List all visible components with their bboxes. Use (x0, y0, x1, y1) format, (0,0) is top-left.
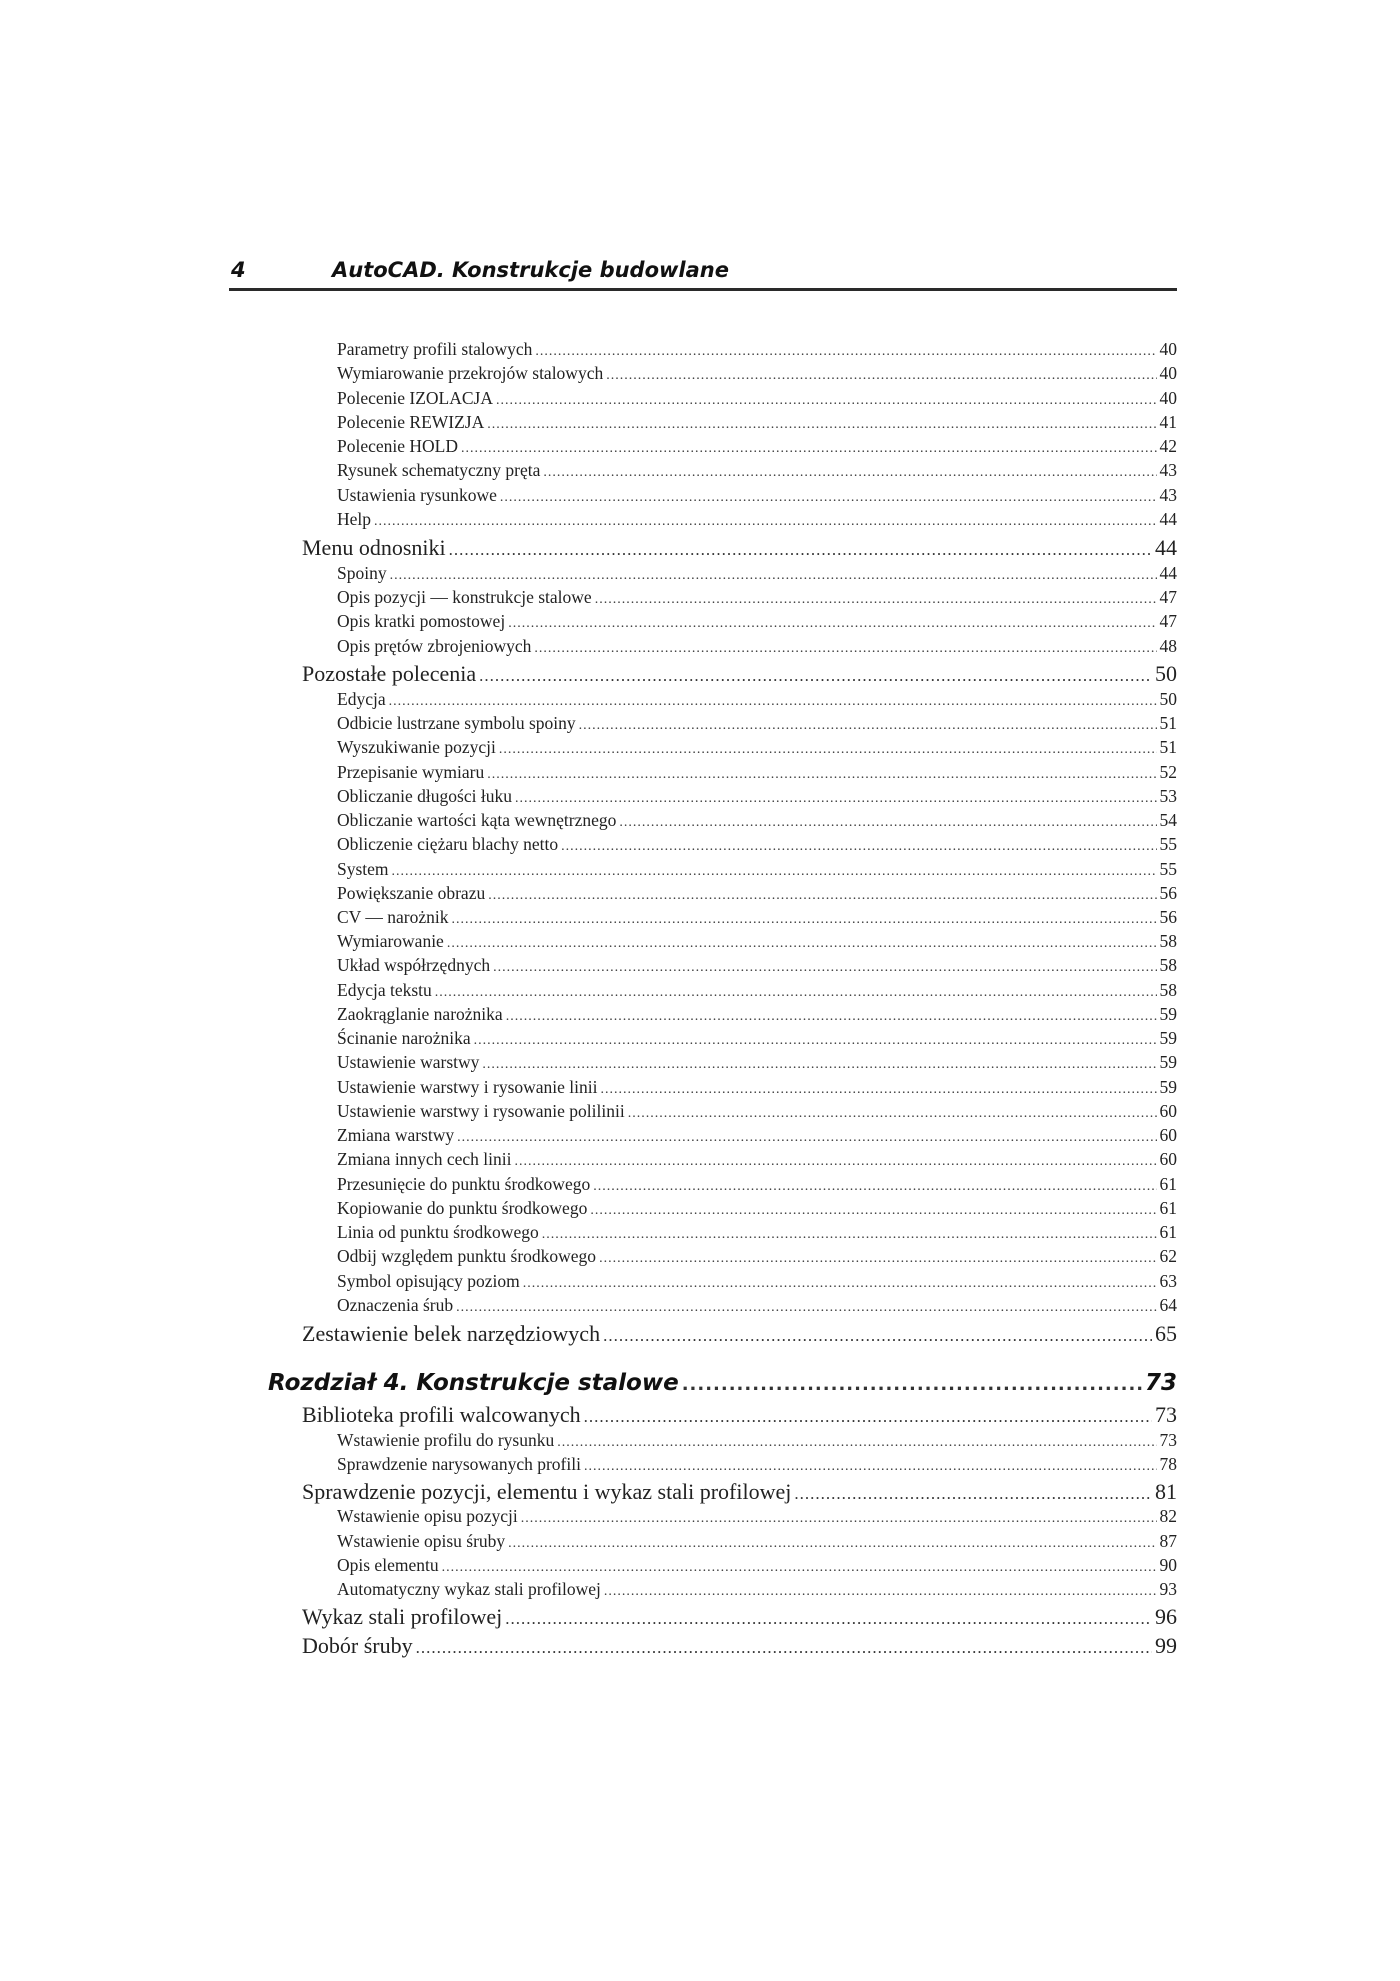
toc-entry-title: Parametry profili stalowych (337, 339, 533, 359)
dot-leader (496, 393, 1156, 409)
toc-page-number: 47 (1159, 587, 1177, 607)
dot-leader (584, 1407, 1152, 1427)
toc-subsection (337, 587, 1177, 611)
header-rule (229, 288, 1177, 291)
toc-subsection (337, 485, 1177, 509)
toc-entry-title: Opis prętów zbrojeniowych (337, 636, 532, 656)
toc-page-number: 59 (1159, 1028, 1177, 1048)
toc-page-number: 51 (1159, 737, 1177, 757)
toc-page-number: 47 (1159, 611, 1177, 631)
toc-entry-title: Wymiarowanie (337, 931, 444, 951)
dot-leader (794, 1484, 1152, 1504)
dot-leader (593, 1179, 1156, 1195)
toc-page-number: 40 (1159, 363, 1177, 383)
toc-subsection (337, 1149, 1177, 1173)
toc-subsection (337, 611, 1177, 635)
toc-subsection (337, 907, 1177, 931)
toc-page-number: 61 (1159, 1222, 1177, 1242)
toc-subsection (337, 1271, 1177, 1295)
toc-page-number: 52 (1159, 762, 1177, 782)
dot-leader (535, 344, 1156, 360)
dot-leader (505, 1609, 1152, 1629)
toc-page-number: 55 (1159, 859, 1177, 879)
toc-subsection (337, 689, 1177, 713)
dot-leader (590, 1203, 1156, 1219)
toc-subsection (337, 1430, 1177, 1454)
toc-page-number: 50 (1159, 689, 1177, 709)
toc-entry-title: Ustawienie warstwy i rysowanie polilinii (337, 1101, 625, 1121)
toc-subsection (337, 1531, 1177, 1555)
toc-page-number: 96 (1155, 1604, 1177, 1629)
toc-subsection (337, 737, 1177, 761)
toc-entry-title: Powiększanie obrazu (337, 883, 486, 903)
dot-leader (447, 936, 1157, 952)
toc-entry-title: Wstawienie opisu pozycji (337, 1506, 518, 1526)
toc-entry-title: Dobór śruby (302, 1633, 413, 1658)
dot-leader (579, 718, 1157, 734)
dot-leader (435, 985, 1157, 1001)
page-number: 4 (231, 258, 246, 282)
dot-leader (561, 839, 1156, 855)
toc-page-number: 55 (1159, 834, 1177, 854)
toc-page-number: 60 (1159, 1149, 1177, 1169)
toc-page-number: 53 (1159, 786, 1177, 806)
toc-subsection (337, 1295, 1177, 1319)
dot-leader (456, 1300, 1156, 1316)
toc-page-number: 48 (1159, 636, 1177, 656)
toc-subsection (337, 1198, 1177, 1222)
running-header (229, 254, 1177, 290)
toc-page-number: 54 (1159, 810, 1177, 830)
toc-page-number: 65 (1155, 1321, 1177, 1346)
toc-subsection (337, 1174, 1177, 1198)
toc-entry-title: Opis pozycji — konstrukcje stalowe (337, 587, 592, 607)
toc-page-number: 59 (1159, 1052, 1177, 1072)
toc-page-number: 59 (1159, 1004, 1177, 1024)
toc-subsection (337, 1246, 1177, 1270)
toc-subsection (337, 1125, 1177, 1149)
toc-subsection (337, 786, 1177, 810)
toc-entry-title: Obliczenie ciężaru blachy netto (337, 834, 559, 854)
dot-leader (479, 666, 1152, 686)
toc-subsection (337, 931, 1177, 955)
dot-leader (442, 1560, 1157, 1576)
toc-subsection (337, 1454, 1177, 1478)
toc-entry-title: Przesunięcie do punktu środkowego (337, 1174, 591, 1194)
toc-subsection (337, 713, 1177, 737)
toc-entry-title: Edycja (337, 689, 386, 709)
toc-section (302, 1479, 1177, 1507)
dot-leader (515, 791, 1157, 807)
dot-leader (603, 1326, 1152, 1346)
toc-subsection (337, 1101, 1177, 1125)
toc-subsection (337, 1555, 1177, 1579)
toc-page-number: 42 (1159, 436, 1177, 456)
toc-page-number: 44 (1159, 563, 1177, 583)
toc-page-number: 44 (1155, 535, 1177, 560)
toc-subsection (337, 1028, 1177, 1052)
dot-leader (488, 888, 1156, 904)
toc-subsection (337, 1506, 1177, 1530)
toc-page-number: 81 (1155, 1479, 1177, 1504)
dot-leader (619, 815, 1156, 831)
toc-page-number: 58 (1159, 980, 1177, 1000)
toc-subsection (337, 762, 1177, 786)
toc-subsection (337, 980, 1177, 1004)
toc-subsection (337, 1222, 1177, 1246)
toc-page-number: 44 (1159, 509, 1177, 529)
toc-page-number: 63 (1159, 1271, 1177, 1291)
toc-entry-title: Wykaz stali profilowej (302, 1604, 503, 1629)
toc-page-number: 73 (1159, 1430, 1177, 1450)
dot-leader (557, 1435, 1156, 1451)
toc-page-number: 93 (1159, 1579, 1177, 1599)
toc-entry-title: Odbicie lustrzane symbolu spoiny (337, 713, 576, 733)
toc-subsection (337, 436, 1177, 460)
toc-subsection (337, 460, 1177, 484)
dot-leader (389, 694, 1157, 710)
toc-page-number: 58 (1159, 931, 1177, 951)
toc-page-number: 51 (1159, 713, 1177, 733)
toc-entry-title: Ustawienie warstwy i rysowanie linii (337, 1077, 598, 1097)
dot-leader (534, 641, 1156, 657)
toc-entry-title: Opis elementu (337, 1555, 439, 1575)
dot-leader (500, 490, 1157, 506)
dot-leader (601, 1082, 1157, 1098)
toc-entry-title: Automatyczny wykaz stali profilowej (337, 1579, 601, 1599)
toc-entry-title: Zestawienie belek narzędziowych (302, 1321, 601, 1346)
toc-entry-title: Spoiny (337, 563, 387, 583)
dot-leader (628, 1106, 1157, 1122)
dot-leader (374, 514, 1156, 530)
toc-page-number: 40 (1159, 388, 1177, 408)
toc-subsection (337, 883, 1177, 907)
toc-entry-title: Wstawienie opisu śruby (337, 1531, 506, 1551)
toc-entry-title: Zmiana innych cech linii (337, 1149, 512, 1169)
toc-entry-title: Wymiarowanie przekrojów stalowych (337, 363, 604, 383)
toc-subsection (337, 1004, 1177, 1028)
dot-leader (457, 1130, 1156, 1146)
dot-leader (461, 441, 1156, 457)
toc-page-number: 43 (1159, 460, 1177, 480)
toc-page-number: 56 (1159, 883, 1177, 903)
toc-chapter (268, 1370, 1177, 1400)
toc-subsection (337, 412, 1177, 436)
toc-page-number: 90 (1159, 1555, 1177, 1575)
toc-section (302, 535, 1177, 563)
dot-leader (508, 1536, 1156, 1552)
toc-page-number: 64 (1159, 1295, 1177, 1315)
toc-subsection (337, 563, 1177, 587)
dot-leader (416, 1638, 1152, 1658)
toc-entry-title: Zaokrąglanie narożnika (337, 1004, 503, 1024)
toc-entry-title: Help (337, 509, 372, 529)
toc-section (302, 661, 1177, 689)
toc-entry-title: Menu odnosniki (302, 535, 446, 560)
toc-subsection (337, 859, 1177, 883)
toc-entry-title: Biblioteka profili walcowanych (302, 1402, 581, 1427)
toc-entry-title: Sprawdzenie narysowanych profili (337, 1454, 581, 1474)
toc-subsection (337, 509, 1177, 533)
toc-page-number: 59 (1159, 1077, 1177, 1097)
toc-page-number: 82 (1159, 1506, 1177, 1526)
toc-entry-title: CV — narożnik (337, 907, 449, 927)
toc-entry-title: Kopiowanie do punktu środkowego (337, 1198, 588, 1218)
toc-entry-title: Rysunek schematyczny pręta (337, 460, 541, 480)
toc-page-number: 61 (1159, 1174, 1177, 1194)
toc-entry-title: Sprawdzenie pozycji, elementu i wykaz stali profilowej (302, 1479, 792, 1504)
toc-subsection (337, 339, 1177, 363)
toc-entry-title: Odbij względem punktu środkowego (337, 1246, 597, 1266)
toc-page-number: 61 (1159, 1198, 1177, 1218)
toc-entry-title: Ustawienie warstwy (337, 1052, 480, 1072)
toc-entry-title: Ustawienia rysunkowe (337, 485, 497, 505)
toc-section (302, 1604, 1177, 1632)
toc-entry-title: Polecenie IZOLACJA (337, 388, 494, 408)
toc-section (302, 1402, 1177, 1430)
dot-leader (606, 368, 1156, 384)
toc-page-number: 78 (1159, 1454, 1177, 1474)
toc-subsection (337, 363, 1177, 387)
dot-leader (682, 1374, 1142, 1395)
toc-entry-title: Zmiana warstwy (337, 1125, 455, 1145)
toc-entry-title: Pozostałe polecenia (302, 661, 477, 686)
toc-page-number: 87 (1159, 1531, 1177, 1551)
toc-entry-title: Edycja tekstu (337, 980, 432, 1000)
toc-entry-title: Linia od punktu środkowego (337, 1222, 539, 1242)
dot-leader (390, 568, 1157, 584)
toc-page-number: 60 (1159, 1101, 1177, 1121)
dot-leader (584, 1459, 1157, 1475)
toc-subsection (337, 1052, 1177, 1076)
toc-page-number: 58 (1159, 955, 1177, 975)
toc-entry-title: Symbol opisujący poziom (337, 1271, 520, 1291)
toc-entry-title: Obliczanie wartości kąta wewnętrznego (337, 810, 617, 830)
dot-leader (487, 417, 1156, 433)
dot-leader (499, 742, 1157, 758)
toc-entry-title: Oznaczenia śrub (337, 1295, 454, 1315)
toc-entry-title: Przepisanie wymiaru (337, 762, 485, 782)
dot-leader (542, 1227, 1157, 1243)
toc-section (302, 1633, 1177, 1661)
toc-page-number: 62 (1159, 1246, 1177, 1266)
dot-leader (543, 465, 1156, 481)
toc-entry-title: Wstawienie profilu do rysunku (337, 1430, 555, 1450)
toc-page-number: 73 (1144, 1370, 1177, 1396)
dot-leader (474, 1033, 1157, 1049)
toc-subsection (337, 1579, 1177, 1603)
toc-section (302, 1321, 1177, 1349)
running-title: AutoCAD. Konstrukcje budowlane (332, 258, 729, 282)
toc-entry-title: System (337, 859, 389, 879)
toc-page-number: 40 (1159, 339, 1177, 359)
toc-subsection (337, 955, 1177, 979)
toc-page-number: 41 (1159, 412, 1177, 432)
dot-leader (451, 912, 1156, 928)
dot-leader (487, 767, 1156, 783)
toc-entry-title: Polecenie REWIZJA (337, 412, 485, 432)
toc-subsection (337, 834, 1177, 858)
dot-leader (493, 960, 1156, 976)
toc-entry-title: Obliczanie długości łuku (337, 786, 512, 806)
toc-page-number: 56 (1159, 907, 1177, 927)
toc-page-number: 60 (1159, 1125, 1177, 1145)
dot-leader (595, 592, 1157, 608)
toc-page-number: 73 (1155, 1402, 1177, 1427)
toc-subsection (337, 388, 1177, 412)
dot-leader (482, 1057, 1156, 1073)
dot-leader (392, 864, 1157, 880)
toc-entry-title: Ścinanie narożnika (337, 1028, 471, 1048)
toc-page-number: 50 (1155, 661, 1177, 686)
toc-entry-title: Wyszukiwanie pozycji (337, 737, 496, 757)
toc-subsection (337, 636, 1177, 660)
dot-leader (508, 616, 1156, 632)
dot-leader (506, 1009, 1157, 1025)
toc-page-number: 99 (1155, 1633, 1177, 1658)
toc-entry-title: Rozdział 4. Konstrukcje stalowe (268, 1370, 679, 1396)
toc-entry-title: Opis kratki pomostowej (337, 611, 506, 631)
dot-leader (521, 1511, 1157, 1527)
toc-page-number: 43 (1159, 485, 1177, 505)
dot-leader (599, 1251, 1156, 1267)
toc-subsection (337, 1077, 1177, 1101)
dot-leader (449, 540, 1152, 560)
toc-subsection (337, 810, 1177, 834)
dot-leader (523, 1276, 1157, 1292)
dot-leader (514, 1154, 1156, 1170)
toc-entry-title: Układ współrzędnych (337, 955, 491, 975)
dot-leader (604, 1584, 1157, 1600)
toc-entry-title: Polecenie HOLD (337, 436, 459, 456)
